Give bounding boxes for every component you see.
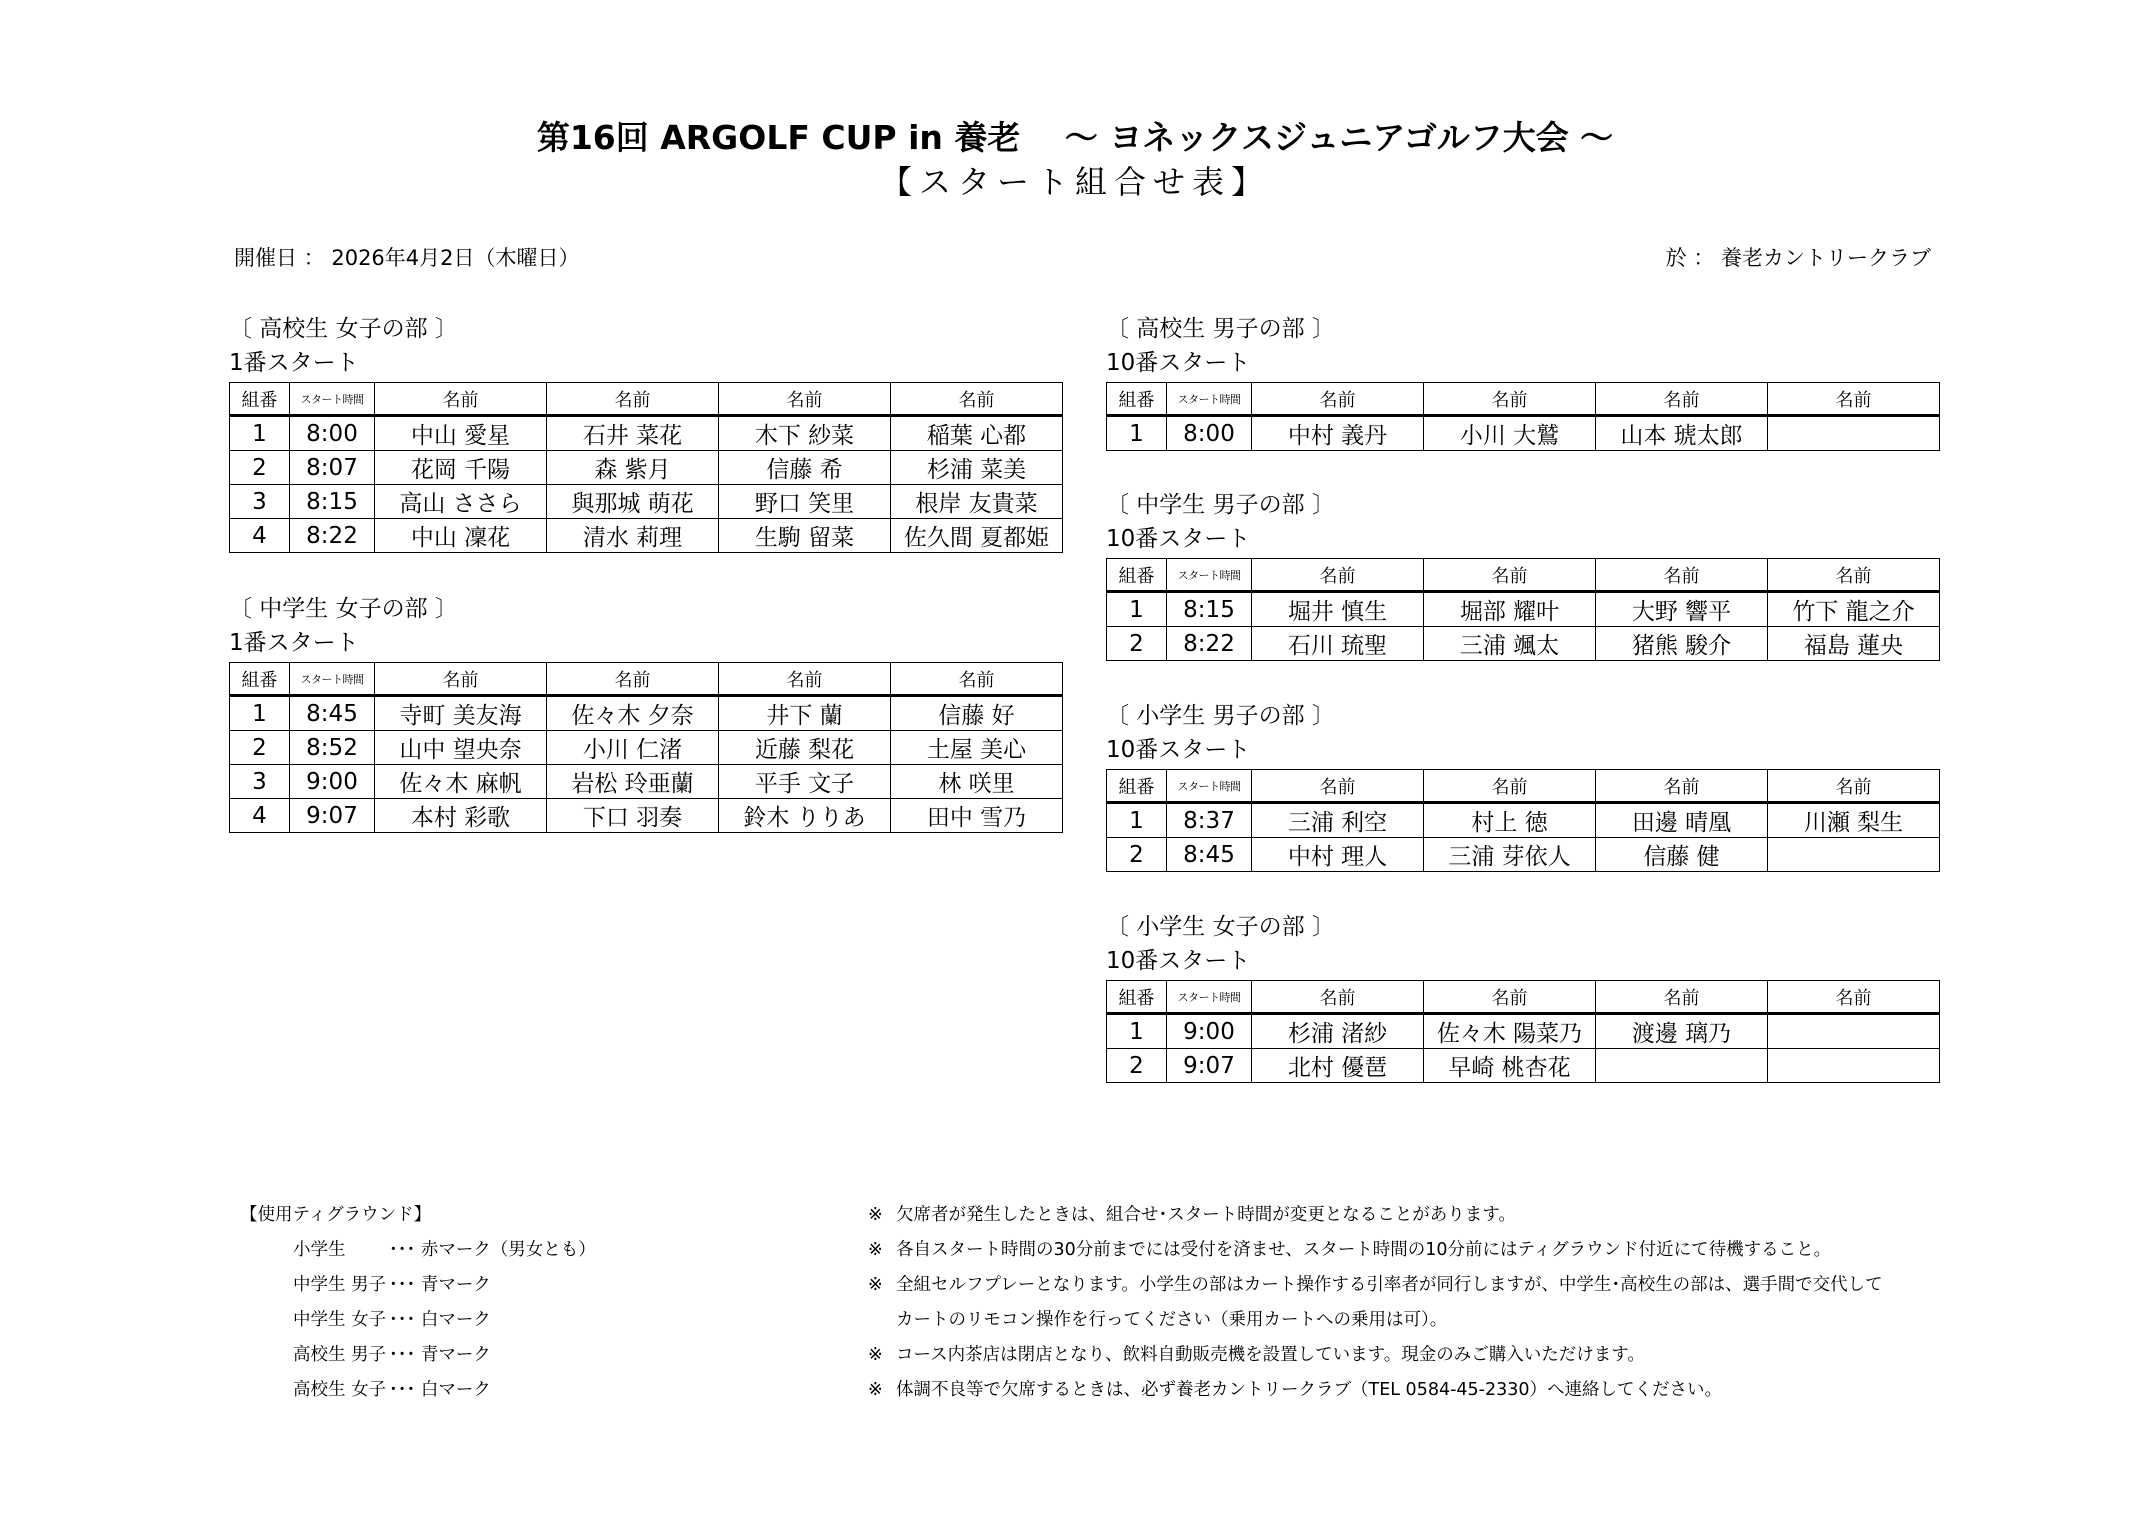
tee-mark: ･･･ 青マーク	[389, 1275, 491, 1295]
tee-row	[240, 1233, 596, 1268]
note-mark: ※	[868, 1345, 883, 1365]
player-name: 與那城 萌花	[547, 485, 719, 519]
header-name: 名前	[1252, 559, 1424, 592]
notes-list	[868, 1198, 2028, 1408]
player-name: 山中 望央奈	[375, 731, 547, 765]
player-name: 寺町 美友海	[375, 696, 547, 731]
player-name: 中山 凜花	[375, 519, 547, 553]
table-header-row	[1107, 981, 1940, 1014]
start-table	[1106, 769, 1940, 872]
note-mark: ※	[868, 1275, 883, 1295]
tee-mark: ･･･ 白マーク	[389, 1380, 491, 1400]
table-row	[230, 731, 1063, 765]
header-name: 名前	[891, 383, 1063, 416]
event-date: 開催日 ： 2026年4月2日（木曜日）	[234, 246, 580, 270]
table-row	[1107, 803, 1940, 838]
note-item	[868, 1268, 2028, 1338]
player-name: 三浦 颯太	[1424, 627, 1596, 661]
player-name: 三浦 利空	[1252, 803, 1424, 838]
note-item	[868, 1373, 2028, 1408]
start-time: 8:07	[290, 451, 375, 485]
header-start-time: スタート時間	[1167, 981, 1252, 1014]
tee-mark: ･･･ 赤マーク（男女とも）	[389, 1240, 596, 1260]
section-label: 〔 高校生 男子の部 〕	[1106, 316, 1335, 342]
start-time: 8:00	[290, 416, 375, 451]
start-time: 9:07	[290, 799, 375, 833]
player-name: 中村 義丹	[1252, 416, 1424, 451]
header-name: 名前	[719, 663, 891, 696]
group-number: 1	[230, 696, 290, 731]
player-name: 花岡 千陽	[375, 451, 547, 485]
header-name: 名前	[1424, 383, 1596, 416]
player-name: 信藤 健	[1596, 838, 1768, 872]
section-highschool-girls	[229, 312, 1063, 553]
player-name: 大野 響平	[1596, 592, 1768, 627]
table-header-row	[1107, 559, 1940, 592]
header-name: 名前	[1424, 770, 1596, 803]
header-name: 名前	[547, 663, 719, 696]
section-highschool-boys	[1106, 312, 1940, 451]
header-name: 名前	[547, 383, 719, 416]
note-text: コース内茶店は閉店となり、飲料自動販売機を設置しています。現金のみご購入いただけます。	[896, 1345, 1645, 1365]
section-label: 〔 中学生 女子の部 〕	[229, 596, 458, 622]
header-name: 名前	[1596, 770, 1768, 803]
player-name: 信藤 希	[719, 451, 891, 485]
table-row	[230, 696, 1063, 731]
table-row	[230, 799, 1063, 833]
group-number: 4	[230, 799, 290, 833]
header-name: 名前	[1768, 981, 1940, 1014]
section-start-hole: 1番スタート	[229, 630, 359, 656]
player-name: 林 咲里	[891, 765, 1063, 799]
note-text-continued: カートのリモコン操作を行ってください（乗用カートへの乗用は可）。	[896, 1310, 1448, 1330]
player-name: 佐久間 夏都姫	[891, 519, 1063, 553]
start-table	[1106, 558, 1940, 661]
group-number: 3	[230, 485, 290, 519]
player-name: 北村 優琶	[1252, 1049, 1424, 1083]
player-name: 小川 仁渚	[547, 731, 719, 765]
player-name: 三浦 芽依人	[1424, 838, 1596, 872]
start-time: 8:22	[1167, 627, 1252, 661]
player-name: 井下 蘭	[719, 696, 891, 731]
player-name	[1768, 838, 1940, 872]
section-elementary-girls	[1106, 910, 1940, 1083]
header-group-no: 組番	[1107, 981, 1167, 1014]
header-group-no: 組番	[1107, 383, 1167, 416]
tee-category: 高校生 男子	[293, 1345, 387, 1365]
start-time: 8:15	[1167, 592, 1252, 627]
start-table	[229, 662, 1063, 833]
player-name: 根岸 友貴菜	[891, 485, 1063, 519]
note-text: 各自スタート時間の30分前までには受付を済ませ、スタート時間の10分前にはティグラウンド付近にて待機すること。	[896, 1240, 1832, 1260]
player-name: 早崎 桃杏花	[1424, 1049, 1596, 1083]
player-name: 清水 莉理	[547, 519, 719, 553]
tee-mark: ･･･ 青マーク	[389, 1345, 491, 1365]
document-subtitle: 【スタート組合せ表】	[879, 163, 1270, 201]
table-header-row	[230, 383, 1063, 416]
player-name: 福島 蓮央	[1768, 627, 1940, 661]
start-table	[1106, 980, 1940, 1083]
event-venue: 於 ： 養老カントリークラブ	[1665, 246, 1931, 270]
group-number: 1	[1107, 1014, 1167, 1049]
player-name: 渡邊 璃乃	[1596, 1014, 1768, 1049]
group-number: 1	[1107, 592, 1167, 627]
header-name: 名前	[1424, 981, 1596, 1014]
player-name: 森 紫月	[547, 451, 719, 485]
player-name: 田邊 晴凰	[1596, 803, 1768, 838]
player-name	[1768, 1049, 1940, 1083]
player-name: 生駒 留菜	[719, 519, 891, 553]
player-name: 信藤 好	[891, 696, 1063, 731]
section-start-hole: 10番スタート	[1106, 350, 1251, 376]
player-name: 高山 ささら	[375, 485, 547, 519]
player-name: 佐々木 陽菜乃	[1424, 1014, 1596, 1049]
table-row	[1107, 592, 1940, 627]
header-name: 名前	[719, 383, 891, 416]
tee-row	[240, 1338, 596, 1373]
note-mark: ※	[868, 1240, 883, 1260]
player-name: 杉浦 菜美	[891, 451, 1063, 485]
header-start-time: スタート時間	[290, 663, 375, 696]
group-number: 2	[230, 731, 290, 765]
group-number: 1	[230, 416, 290, 451]
start-time: 8:00	[1167, 416, 1252, 451]
section-middleschool-boys	[1106, 488, 1940, 661]
table-row	[230, 519, 1063, 553]
section-label: 〔 小学生 男子の部 〕	[1106, 703, 1335, 729]
table-header-row	[230, 663, 1063, 696]
section-middleschool-girls	[229, 592, 1063, 833]
header-start-time: スタート時間	[1167, 383, 1252, 416]
tee-row	[240, 1268, 596, 1303]
player-name: 岩松 玲亜蘭	[547, 765, 719, 799]
note-item	[868, 1233, 2028, 1268]
player-name: 中山 愛星	[375, 416, 547, 451]
player-name: 杉浦 渚紗	[1252, 1014, 1424, 1049]
start-time: 8:45	[290, 696, 375, 731]
player-name: 佐々木 夕奈	[547, 696, 719, 731]
player-name: 田中 雪乃	[891, 799, 1063, 833]
table-row	[230, 416, 1063, 451]
note-item	[868, 1198, 2028, 1233]
header-start-time: スタート時間	[290, 383, 375, 416]
player-name: 中村 理人	[1252, 838, 1424, 872]
tee-category: 中学生 女子	[293, 1310, 387, 1330]
header-name: 名前	[375, 663, 547, 696]
table-header-row	[1107, 383, 1940, 416]
header-start-time: スタート時間	[1167, 559, 1252, 592]
tee-category: 小学生	[293, 1240, 346, 1260]
section-start-hole: 1番スタート	[229, 350, 359, 376]
table-row	[1107, 1014, 1940, 1049]
player-name: 川瀬 梨生	[1768, 803, 1940, 838]
document-title: 第16回 ARGOLF CUP in 養老 ～ ヨネックスジュニアゴルフ大会 ～	[536, 118, 1614, 157]
player-name: 木下 紗菜	[719, 416, 891, 451]
tee-category: 高校生 女子	[293, 1380, 387, 1400]
header-group-no: 組番	[230, 383, 290, 416]
header-name: 名前	[1424, 559, 1596, 592]
group-number: 2	[1107, 838, 1167, 872]
table-row	[1107, 1049, 1940, 1083]
header-group-no: 組番	[1107, 770, 1167, 803]
player-name: 山本 琥太郎	[1596, 416, 1768, 451]
header-name: 名前	[1252, 770, 1424, 803]
player-name: 近藤 梨花	[719, 731, 891, 765]
tee-row	[240, 1373, 596, 1408]
start-time: 8:15	[290, 485, 375, 519]
header-name: 名前	[891, 663, 1063, 696]
group-number: 2	[230, 451, 290, 485]
group-number: 2	[1107, 627, 1167, 661]
start-time: 9:00	[290, 765, 375, 799]
header-name: 名前	[1768, 383, 1940, 416]
header-name: 名前	[1596, 981, 1768, 1014]
header-name: 名前	[1768, 770, 1940, 803]
player-name: 堀井 慎生	[1252, 592, 1424, 627]
section-label: 〔 小学生 女子の部 〕	[1106, 914, 1335, 940]
table-row	[230, 485, 1063, 519]
start-time: 8:37	[1167, 803, 1252, 838]
start-time: 8:52	[290, 731, 375, 765]
note-text: 全組セルフプレーとなります。小学生の部はカート操作する引率者が同行しますが、中学生･高校生の部は、選手間で交代して	[896, 1275, 1883, 1295]
table-row	[1107, 416, 1940, 451]
tee-category: 中学生 男子	[293, 1275, 387, 1295]
note-mark: ※	[868, 1205, 883, 1225]
tee-row	[240, 1303, 596, 1338]
player-name: 竹下 龍之介	[1768, 592, 1940, 627]
player-name: 野口 笑里	[719, 485, 891, 519]
start-time: 8:22	[290, 519, 375, 553]
header-name: 名前	[1596, 559, 1768, 592]
header-name: 名前	[375, 383, 547, 416]
header-name: 名前	[1596, 383, 1768, 416]
player-name: 石井 菜花	[547, 416, 719, 451]
section-start-hole: 10番スタート	[1106, 948, 1251, 974]
section-start-hole: 10番スタート	[1106, 526, 1251, 552]
player-name: 石川 琉聖	[1252, 627, 1424, 661]
note-item	[868, 1338, 2028, 1373]
player-name	[1596, 1049, 1768, 1083]
section-start-hole: 10番スタート	[1106, 737, 1251, 763]
header-group-no: 組番	[1107, 559, 1167, 592]
table-row	[230, 765, 1063, 799]
player-name: 稲葉 心都	[891, 416, 1063, 451]
group-number: 1	[1107, 803, 1167, 838]
note-text: 欠席者が発生したときは、組合せ･スタート時間が変更となることがあります。	[896, 1205, 1516, 1225]
header-name: 名前	[1252, 383, 1424, 416]
tee-ground-list	[240, 1198, 596, 1408]
player-name: 佐々木 麻帆	[375, 765, 547, 799]
player-name: 下口 羽奏	[547, 799, 719, 833]
player-name: 本村 彩歌	[375, 799, 547, 833]
section-label: 〔 中学生 男子の部 〕	[1106, 492, 1335, 518]
table-row	[1107, 627, 1940, 661]
group-number: 2	[1107, 1049, 1167, 1083]
header-name: 名前	[1768, 559, 1940, 592]
group-number: 4	[230, 519, 290, 553]
group-number: 3	[230, 765, 290, 799]
player-name: 村上 徳	[1424, 803, 1596, 838]
start-time: 9:07	[1167, 1049, 1252, 1083]
player-name: 鈴木 りりあ	[719, 799, 891, 833]
tee-ground-title: 【使用ティグラウンド】	[240, 1205, 432, 1225]
player-name: 堀部 耀叶	[1424, 592, 1596, 627]
start-table	[1106, 382, 1940, 451]
note-text: 体調不良等で欠席するときは、必ず養老カントリークラブ（TEL 0584-45-2330）へ連絡してください。	[896, 1380, 1723, 1400]
tee-mark: ･･･ 白マーク	[389, 1310, 491, 1330]
table-row	[230, 451, 1063, 485]
player-name: 土屋 美心	[891, 731, 1063, 765]
start-table	[229, 382, 1063, 553]
player-name: 小川 大鷲	[1424, 416, 1596, 451]
player-name: 猪熊 駿介	[1596, 627, 1768, 661]
header-start-time: スタート時間	[1167, 770, 1252, 803]
section-elementary-boys	[1106, 699, 1940, 872]
section-label: 〔 高校生 女子の部 〕	[229, 316, 458, 342]
start-time: 9:00	[1167, 1014, 1252, 1049]
group-number: 1	[1107, 416, 1167, 451]
table-row	[1107, 838, 1940, 872]
table-header-row	[1107, 770, 1940, 803]
header-name: 名前	[1252, 981, 1424, 1014]
note-mark: ※	[868, 1380, 883, 1400]
player-name	[1768, 1014, 1940, 1049]
player-name: 平手 文子	[719, 765, 891, 799]
player-name	[1768, 416, 1940, 451]
start-time: 8:45	[1167, 838, 1252, 872]
header-group-no: 組番	[230, 663, 290, 696]
